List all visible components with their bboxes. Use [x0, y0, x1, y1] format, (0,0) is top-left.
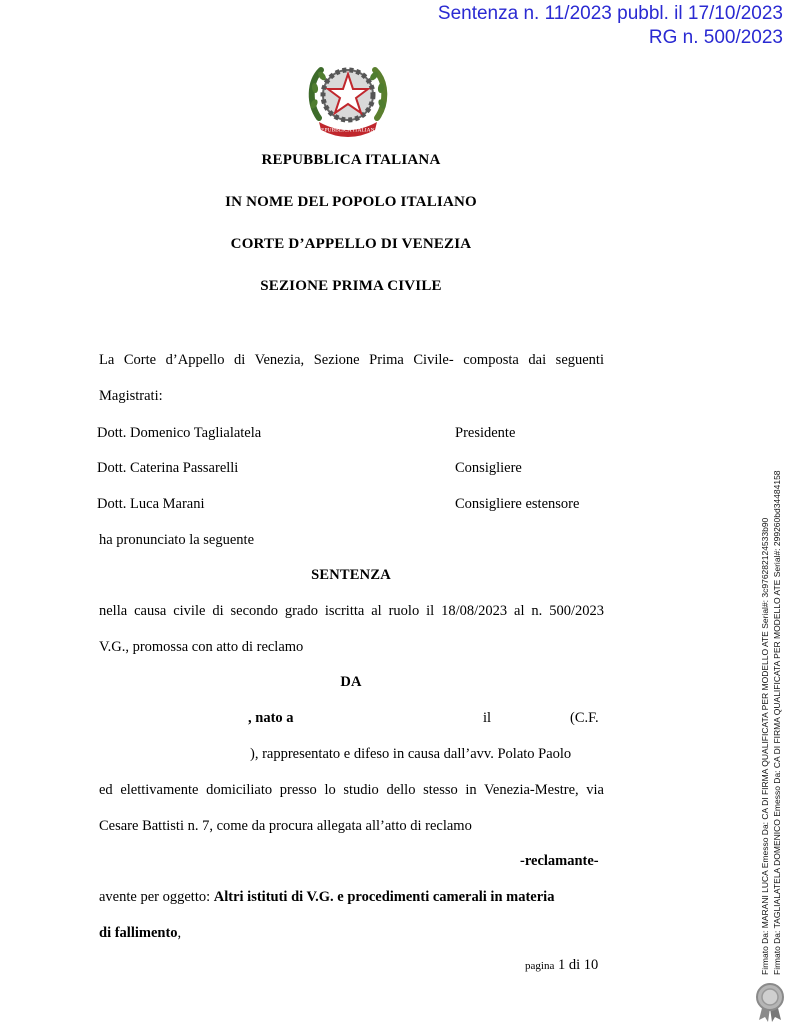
party-address: Cesare Battisti n. 7, come da procura allegata all’atto di reclamo	[99, 818, 472, 834]
emblem-motto: REPUBBLICA ITALIANA	[317, 127, 379, 134]
stamp-line-sentenza: Sentenza n. 11/2023 pubbl. il 17/10/2023	[437, 3, 783, 24]
heading-corte: CORTE D’APPELLO DI VENEZIA	[230, 236, 472, 252]
heading-popolo: IN NOME DEL POPOLO ITALIANO	[225, 194, 477, 210]
heading-repubblica: REPUBBLICA ITALIANA	[261, 152, 441, 168]
signature-marani: Firmato Da: MARANI LUCA Emesso Da: CA DI FIRMA QUALIFICATA PER MODELLO ATE Serial#: 3c976282124533b90	[760, 517, 770, 975]
reclamante-label: -reclamante-	[520, 853, 599, 869]
page-number	[525, 957, 598, 974]
oggetto-bold-2: di fallimento	[99, 925, 178, 941]
oggetto-label: avente per oggetto:	[99, 889, 211, 905]
party-il: il	[483, 710, 492, 726]
judge-name: Dott. Luca Marani	[97, 496, 205, 512]
stamp-line-rg: RG n. 500/2023	[648, 27, 783, 48]
judge-role: Consigliere	[455, 460, 522, 476]
intro-magistrati: Magistrati:	[99, 388, 163, 404]
italian-republic-emblem	[305, 56, 391, 142]
party-cf: (C.F.	[570, 710, 599, 726]
heading-sezione: SEZIONE PRIMA CIVILE	[260, 278, 442, 294]
judge-role: Consigliere estensore	[455, 496, 580, 512]
intro-line: La Corte d’Appello di Venezia, Sezione Prima Civile- composta dai seguenti	[99, 352, 604, 368]
pronounced-line: ha pronunciato la seguente	[99, 532, 255, 548]
oggetto-line-2	[99, 925, 181, 942]
judge-name: Dott. Caterina Passarelli	[97, 460, 239, 476]
party-nato: , nato a	[248, 710, 294, 726]
signature-taglialatela: Firmato Da: TAGLIALATELA DOMENICO Emesso Da: CA DI FIRMA QUALIFICATA PER MODELLO ATE Serial#: 299260bd34484158	[772, 470, 782, 975]
oggetto-line	[99, 889, 604, 906]
party-domicile: ed elettivamente domiciliato presso lo studio dello stesso in Venezia-Mestre, via	[99, 782, 604, 798]
da-heading: DA	[340, 674, 362, 690]
party-born-comma	[248, 710, 294, 727]
judge-role: Presidente	[455, 425, 516, 441]
case-line-2: V.G., promossa con atto di reclamo	[99, 639, 304, 655]
oggetto-end: ,	[177, 925, 182, 941]
pagina-label: pagina	[525, 960, 555, 972]
publication-stamp	[438, 2, 783, 50]
judge-name: Dott. Domenico Taglialatela	[97, 425, 262, 441]
case-line-1: nella causa civile di secondo grado iscritta al ruolo il 18/08/2023 al n. 500/2023	[99, 603, 604, 619]
digital-seal-icon	[752, 982, 788, 1022]
oggetto-bold-1: Altri istituti di V.G. e procedimenti camerali in materia	[213, 889, 555, 905]
page-of: 1 di 10	[557, 957, 599, 973]
party-representation: ), rappresentato e difeso in causa dall’avv. Polato Paolo	[250, 746, 572, 762]
sentenza-title: SENTENZA	[311, 567, 391, 583]
